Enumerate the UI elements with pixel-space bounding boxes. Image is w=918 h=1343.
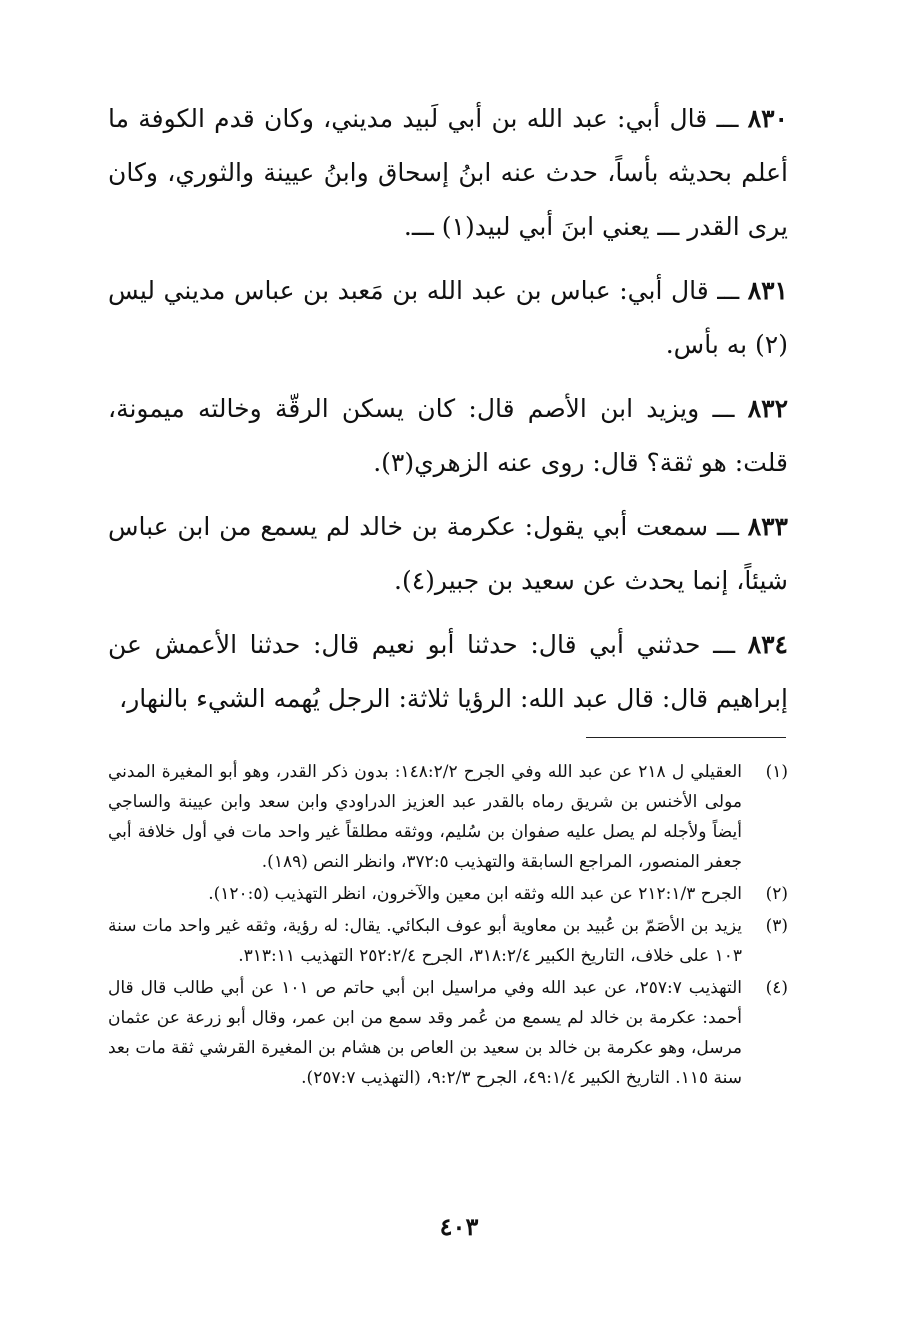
footnote-mark: (٤) xyxy=(765,978,788,998)
page-number: ٤٠٣ xyxy=(439,1212,479,1241)
footnote-text: يزيد بن الأصَمّ بن عُبيد بن معاوية أبو عوف البكائي. يقال: له رؤية، وثقه غير واحد مات سنة ١٠٣ على خلاف، التاريخ الكبير ٣١٨:٢/٤، الجرح ٢٥٢:٢/٤ التهذيب ٣١٣:١١. xyxy=(108,916,742,966)
entry-831 xyxy=(108,264,788,372)
entry-text: ـــ سمعت أبي يقول: عكرمة بن خالد لم يسمع من ابن عباس شيئاً، إنما يحدث عن سعيد بن جبير(٤). xyxy=(108,512,788,595)
footnote-3 xyxy=(108,911,788,971)
footnote-4 xyxy=(108,973,788,1093)
footnote-mark: (١) xyxy=(765,762,788,782)
footnotes xyxy=(108,757,788,1095)
entry-number: ٨٣١ xyxy=(747,276,788,305)
entry-number: ٨٣٠ xyxy=(747,104,788,133)
entry-text: ـــ قال أبي: عباس بن عبد الله بن مَعبد بن عباس مديني ليس (٢) به بأس. xyxy=(108,276,788,359)
entry-834 xyxy=(108,618,788,726)
entry-832 xyxy=(108,382,788,490)
entry-830 xyxy=(108,92,788,254)
entry-number: ٨٣٢ xyxy=(747,394,789,423)
footnote-text: الجرح ٢١٢:١/٣ عن عبد الله وثقه ابن معين والآخرون، انظر التهذيب (١٢٠:٥). xyxy=(208,884,742,904)
footnote-2 xyxy=(108,879,788,909)
footnote-1 xyxy=(108,757,788,877)
entry-833 xyxy=(108,500,788,608)
entry-number: ٨٣٤ xyxy=(747,630,788,659)
entry-text: ـــ ويزيد ابن الأصم قال: كان يسكن الرقّة وخالته ميمونة، قلت: هو ثقة؟ قال: روى عنه الزهري(٣). xyxy=(108,394,788,477)
entry-text: ـــ قال أبي: عبد الله بن أبي لَبيد مديني، وكان قدم الكوفة ما أعلم بحديثه بأساً، حدث عنه ابنُ إسحاق وابنُ عيينة والثوري، وكان يرى القدر ـــ يعني ابنَ أبي لبيد(١) ـــ. xyxy=(108,104,788,241)
footnote-mark: (٣) xyxy=(765,916,788,936)
entry-text: ـــ حدثني أبي قال: حدثنا أبو نعيم قال: حدثنا الأعمش عن إبراهيم قال: قال عبد الله: الرؤيا ثلاثة: الرجل يُهمه الشيء بالنهار، xyxy=(108,630,788,713)
footnote-text: العقيلي ل ٢١٨ عن عبد الله وفي الجرح ١٤٨:٢/٢: بدون ذكر القدر، وهو أبو المغيرة المدني مولى الأخنس بن شريق رماه بالقدر عبد العزيز الدراودي وابن سعد وابن عيينة والساجي أيضاً ولأجله لم يصل عليه صفوان بن سُليم، ووثقه مطلقاً غير واحد مات في أول خلافة أبي جعفر المنصور، المراجع السابقة والتهذيب ٣٧٢:٥، وانظر النص (١٨٩). xyxy=(108,762,742,872)
entry-number: ٨٣٣ xyxy=(747,512,788,541)
footnote-mark: (٢) xyxy=(765,884,788,904)
main-text xyxy=(108,92,788,736)
footnote-text: التهذيب ٢٥٧:٧، عن عبد الله وفي مراسيل ابن أبي حاتم ص ١٠١ عن أبي طالب قال قال أحمد: عكرمة بن خالد لم يسمع من عُمر وقد سمع من ابن عمر، وقال أبو زرعة عن عثمان مرسل، وهو عكرمة بن خالد بن سعيد بن العاص بن هشام بن المغيرة القرشي ثقة مات بعد سنة ١١٥. التاريخ الكبير ٤٩:١/٤، الجرح ٩:٢/٣، (التهذيب ٢٥٧:٧). xyxy=(108,978,742,1088)
footnote-divider xyxy=(586,737,786,738)
